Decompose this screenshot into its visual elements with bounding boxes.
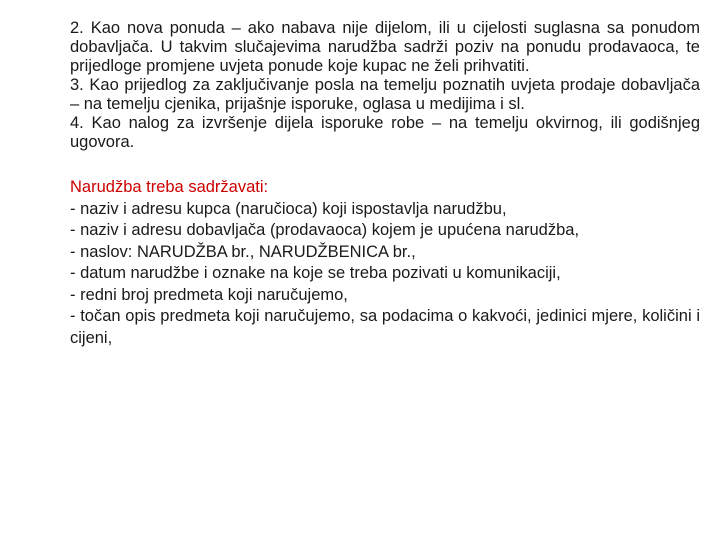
paragraph-item-4: 4. Kao nalog za izvršenje dijela isporuke robe – na temelju okvirnog, ili godišnjeg ugovora. xyxy=(70,114,700,151)
slide-content xyxy=(70,19,700,349)
list-item: - naziv i adresu dobavljača (prodavaoca) kojem je upućena narudžba, xyxy=(70,221,580,239)
order-contents-section xyxy=(70,177,700,349)
list-item: - redni broj predmeta koji naručujemo, xyxy=(70,285,348,304)
paragraph-item-2: 2. Kao nova ponuda – ako nabava nije dijelom, ili u cijelosti suglasna sa ponudom dobavljača. U takvim slučajevima narudžba sadrži poziv na ponudu prodavaoca, te prijedloge promjene uvjeta ponude koje kupac ne želi prihvatiti. xyxy=(70,19,700,75)
list-item: - naslov: NARUDŽBA br., NARUDŽBENICA br., xyxy=(70,242,416,261)
list-item: - naziv i adresu kupca (naručioca) koji ispostavlja narudžbu, xyxy=(70,199,507,218)
section-heading: Narudžba treba sadržavati: xyxy=(70,178,269,196)
list-item: - datum narudžbe i oznake na koje se treba pozivati u komunikaciji, xyxy=(70,264,561,282)
order-forms-list xyxy=(70,19,700,152)
paragraph-item-3: 3. Kao prijedlog za zaključivanje posla na temelju poznatih uvjeta prodaje dobavljača – na temelju cjenika, prijašnje isporuke, oglasa u medijima i sl. xyxy=(70,76,700,113)
list-item: - točan opis predmeta koji naručujemo, sa podacima o kakvoći, jedinici mjere, količini i cijeni, xyxy=(70,307,700,347)
